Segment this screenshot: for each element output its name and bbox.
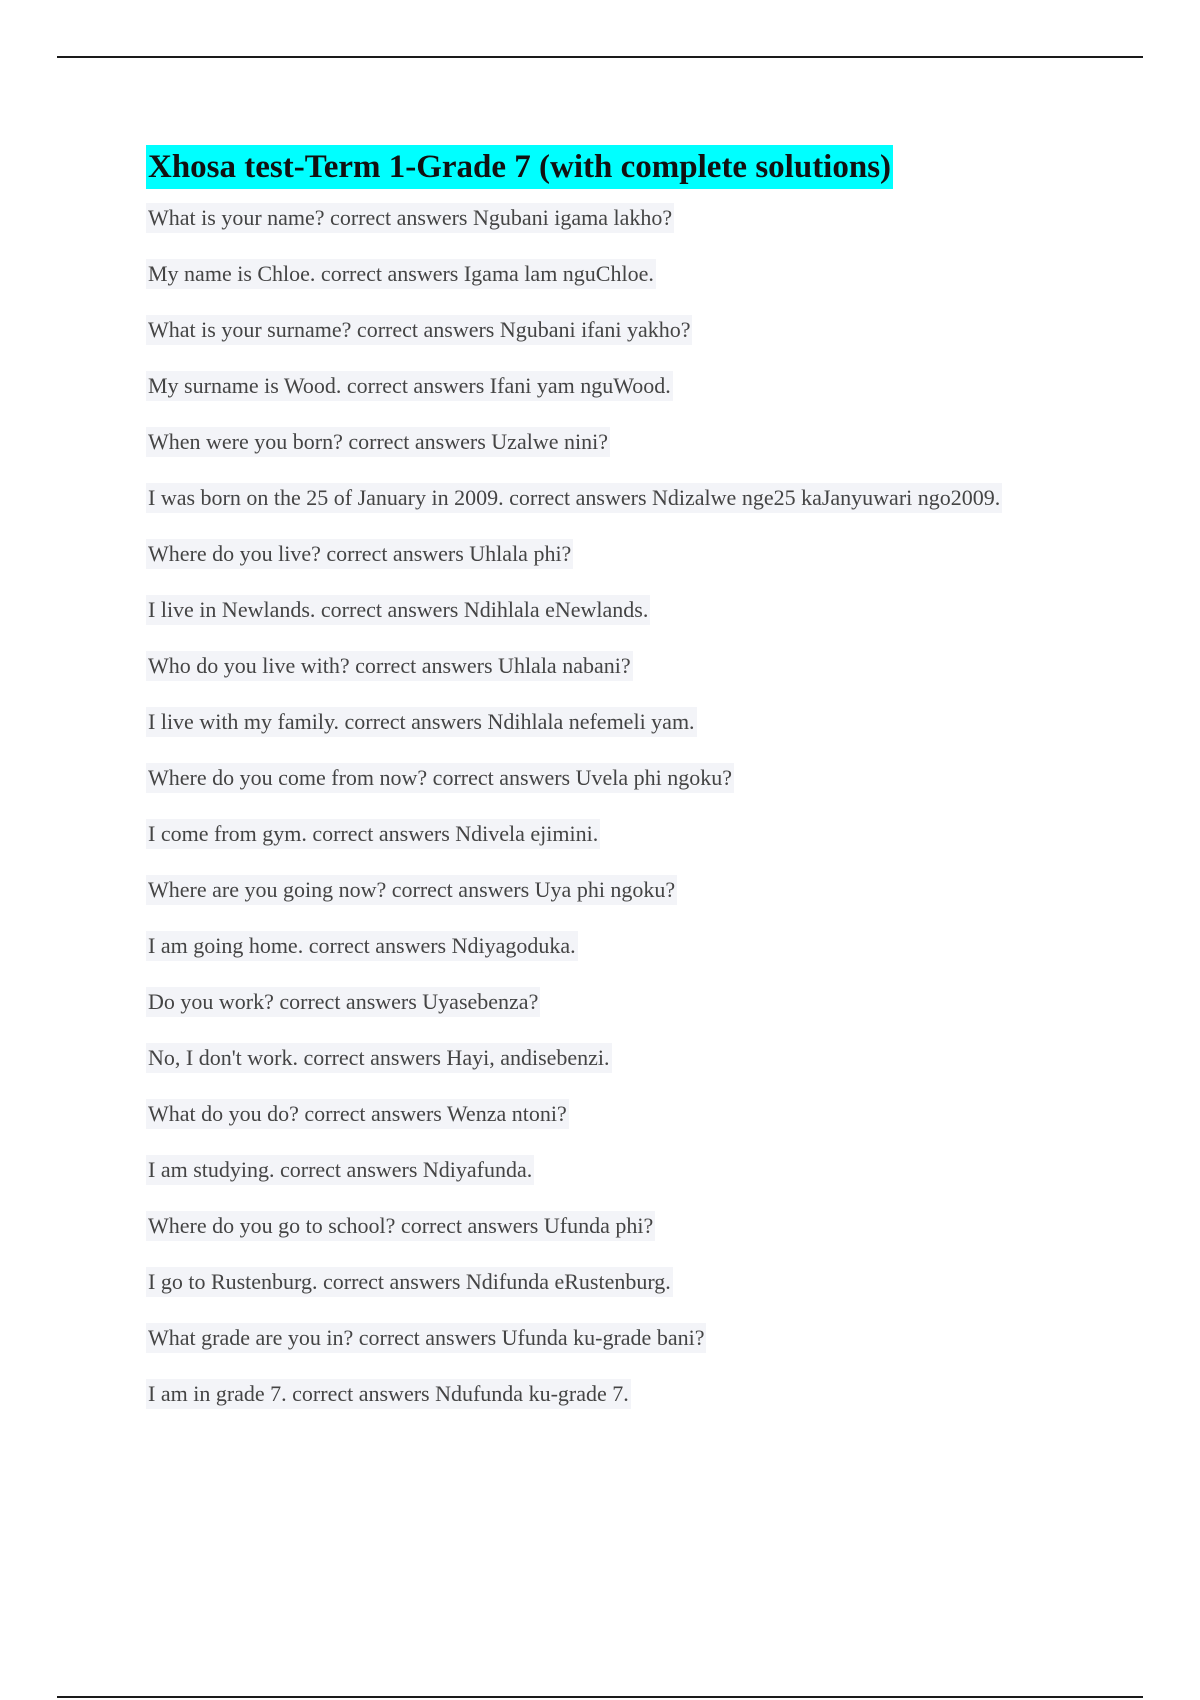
qa-text: What do you do? correct answers Wenza ntoni? bbox=[146, 1099, 569, 1129]
qa-item bbox=[146, 315, 1146, 371]
qa-text: I am in grade 7. correct answers Ndufunda ku-grade 7. bbox=[146, 1379, 631, 1409]
qa-item bbox=[146, 763, 1146, 819]
qa-item bbox=[146, 1323, 1146, 1379]
qa-item bbox=[146, 651, 1146, 707]
qa-item bbox=[146, 1099, 1146, 1155]
qa-item bbox=[146, 259, 1146, 315]
top-rule bbox=[57, 56, 1143, 58]
qa-item bbox=[146, 1043, 1146, 1099]
qa-text: I live with my family. correct answers Ndihlala nefemeli yam. bbox=[146, 707, 697, 737]
qa-item bbox=[146, 1379, 1146, 1435]
qa-text: I was born on the 25 of January in 2009. correct answers Ndizalwe nge25 kaJanyuwari ngo2009. bbox=[146, 483, 1002, 513]
qa-text: Do you work? correct answers Uyasebenza? bbox=[146, 987, 540, 1017]
qa-text: I come from gym. correct answers Ndivela ejimini. bbox=[146, 819, 600, 849]
qa-text: Where are you going now? correct answers Uya phi ngoku? bbox=[146, 875, 677, 905]
qa-item bbox=[146, 371, 1146, 427]
bottom-rule bbox=[57, 1696, 1143, 1698]
qa-item bbox=[146, 203, 1146, 259]
qa-text: Where do you live? correct answers Uhlala phi? bbox=[146, 539, 573, 569]
qa-item bbox=[146, 1267, 1146, 1323]
document-title: Xhosa test-Term 1-Grade 7 (with complete solutions) bbox=[146, 145, 893, 189]
qa-text: What is your surname? correct answers Ngubani ifani yakho? bbox=[146, 315, 692, 345]
qa-text: Where do you come from now? correct answers Uvela phi ngoku? bbox=[146, 763, 734, 793]
qa-item bbox=[146, 1211, 1146, 1267]
qa-item bbox=[146, 931, 1146, 987]
qa-text: No, I don't work. correct answers Hayi, andisebenzi. bbox=[146, 1043, 612, 1073]
qa-item bbox=[146, 539, 1146, 595]
qa-text: I live in Newlands. correct answers Ndihlala eNewlands. bbox=[146, 595, 650, 625]
qa-item bbox=[146, 595, 1146, 651]
qa-text: What grade are you in? correct answers Ufunda ku-grade bani? bbox=[146, 1323, 706, 1353]
document-body bbox=[146, 145, 1146, 1435]
qa-text: When were you born? correct answers Uzalwe nini? bbox=[146, 427, 610, 457]
qa-text: My surname is Wood. correct answers Ifani yam nguWood. bbox=[146, 371, 673, 401]
qa-list bbox=[146, 203, 1146, 1435]
qa-text: My name is Chloe. correct answers Igama lam nguChloe. bbox=[146, 259, 656, 289]
qa-item bbox=[146, 483, 1146, 539]
qa-item bbox=[146, 707, 1146, 763]
qa-text: I am studying. correct answers Ndiyafunda. bbox=[146, 1155, 534, 1185]
qa-item bbox=[146, 987, 1146, 1043]
qa-item bbox=[146, 819, 1146, 875]
qa-text: What is your name? correct answers Ngubani igama lakho? bbox=[146, 203, 674, 233]
qa-text: I am going home. correct answers Ndiyagoduka. bbox=[146, 931, 578, 961]
qa-text: Where do you go to school? correct answers Ufunda phi? bbox=[146, 1211, 655, 1241]
qa-item bbox=[146, 1155, 1146, 1211]
qa-item bbox=[146, 427, 1146, 483]
qa-text: Who do you live with? correct answers Uhlala nabani? bbox=[146, 651, 633, 681]
qa-item bbox=[146, 875, 1146, 931]
qa-text: I go to Rustenburg. correct answers Ndifunda eRustenburg. bbox=[146, 1267, 673, 1297]
